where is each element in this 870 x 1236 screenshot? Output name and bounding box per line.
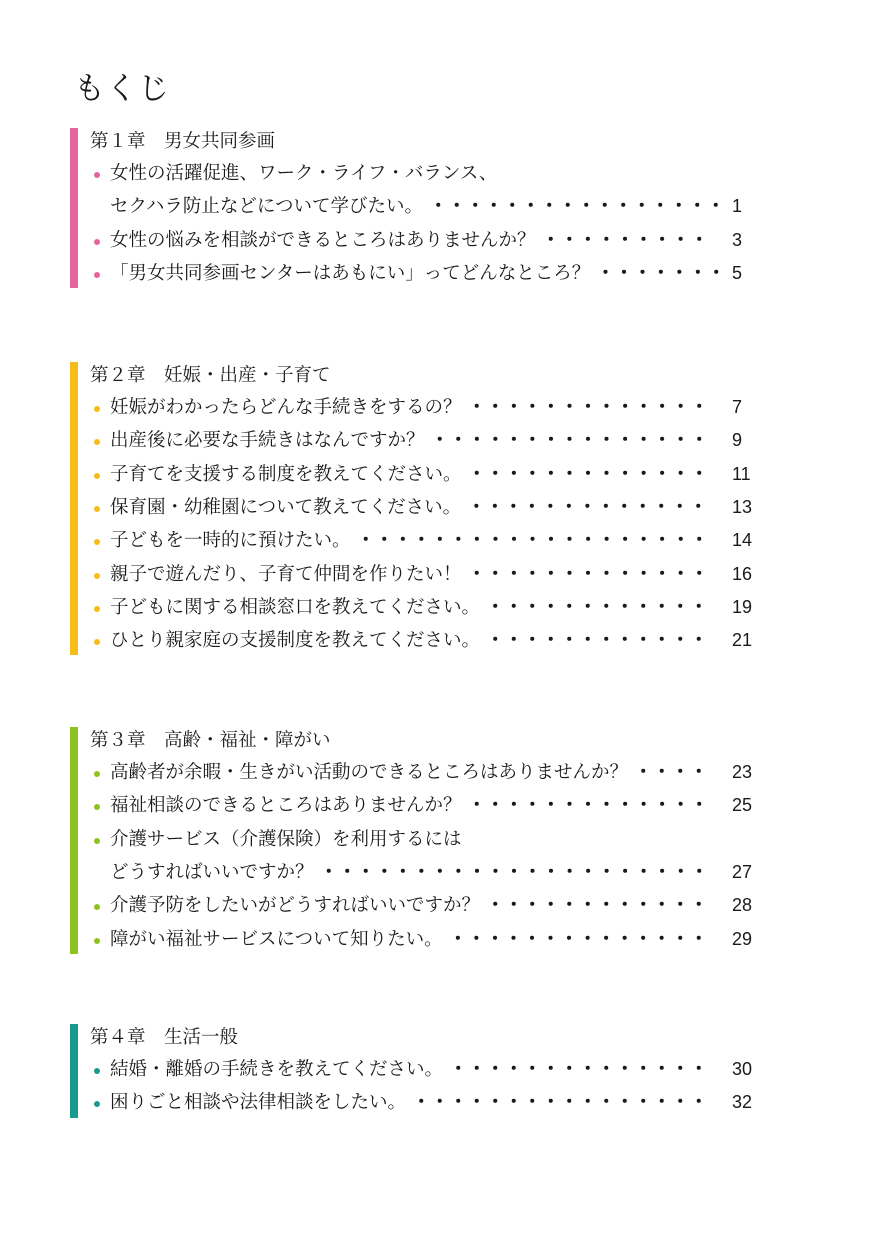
bullet-dot-icon bbox=[94, 406, 100, 412]
toc-entry-title: 親子で遊んだり、子育て仲間を作りたい！ bbox=[110, 563, 462, 585]
leader-dots: ・・・・・・・・・・・・・・ bbox=[449, 1059, 709, 1080]
leader-dots: ・・・・・・・・・・・・・・・・・・・ bbox=[356, 530, 709, 552]
leader-dots: ・・・・・・・ bbox=[596, 262, 726, 284]
bullet-dot-icon bbox=[94, 473, 100, 479]
chapter-color-bar bbox=[70, 727, 78, 954]
toc-entry-line[interactable] bbox=[90, 458, 758, 491]
bullet-dot-icon bbox=[94, 539, 100, 545]
chapter-3 bbox=[70, 727, 770, 954]
toc-entry-line[interactable] bbox=[90, 789, 758, 822]
bullet-dot-icon bbox=[94, 1068, 100, 1074]
toc-entry-title: 子どもに関する相談窓口を教えてください。 bbox=[110, 596, 481, 618]
chapter-4 bbox=[70, 1024, 770, 1118]
chapter-heading: 第４章 生活一般 bbox=[90, 1027, 239, 1048]
toc-entry-title: 結婚・離婚の手続きを教えてください。 bbox=[110, 1059, 444, 1080]
bullet-dot-icon bbox=[94, 606, 100, 612]
toc-entry-line[interactable] bbox=[90, 923, 758, 956]
chapter-heading: 第１章 男女共同参画 bbox=[90, 131, 276, 152]
toc-entry-line[interactable] bbox=[90, 491, 758, 524]
chapter-1 bbox=[70, 128, 770, 288]
page-number: 27 bbox=[732, 861, 753, 882]
page-number: 16 bbox=[732, 563, 753, 584]
toc-entry-line[interactable] bbox=[90, 524, 758, 557]
toc-entry-title: 福祉相談のできるところはありませんか？ bbox=[110, 795, 462, 817]
bullet-dot-icon bbox=[94, 938, 100, 944]
toc-entry-line[interactable] bbox=[90, 558, 758, 591]
page-number: 30 bbox=[732, 1059, 753, 1079]
bullet-dot-icon bbox=[94, 1101, 100, 1107]
chapter-heading: 第３章 高齢・福祉・障がい bbox=[90, 730, 331, 751]
leader-dots: ・・・・・・・・・ bbox=[541, 229, 709, 251]
bullet-dot-icon bbox=[94, 771, 100, 777]
page-number: 19 bbox=[732, 596, 753, 617]
toc-entry-line[interactable] bbox=[90, 224, 758, 257]
page-number: 7 bbox=[732, 397, 743, 417]
toc-entry-title: セクハラ防止などについて学びたい。 bbox=[110, 196, 424, 218]
toc-entry-title: 女性の活躍促進、ワーク・ライフ・バランス、 bbox=[110, 163, 498, 184]
bullet-dot-icon bbox=[94, 239, 100, 245]
leader-dots: ・・・・・・・・・・・・・ bbox=[467, 463, 709, 485]
leader-dots: ・・・・・・・・・・・・・・・ bbox=[430, 430, 709, 452]
page-number: 11 bbox=[732, 463, 751, 484]
toc-entry-title: 子育てを支援する制度を教えてください。 bbox=[110, 463, 462, 485]
leader-dots: ・・・・・・・・・・・・・ bbox=[467, 496, 708, 518]
toc-entry-line[interactable] bbox=[90, 856, 758, 889]
toc-entry-title: 高齢者が余暇・生きがい活動のできるところはありませんか？ bbox=[110, 762, 629, 783]
leader-dots: ・・・・・・・・・・・・・・・・ bbox=[429, 196, 726, 218]
toc-entry-line[interactable] bbox=[90, 756, 758, 789]
bullet-dot-icon bbox=[94, 506, 100, 512]
chapter-color-bar bbox=[70, 1024, 78, 1118]
toc-entry-title: ひとり親家庭の支援制度を教えてください。 bbox=[110, 630, 481, 652]
leader-dots: ・・・・・・・・・・・・・・・・ bbox=[412, 1092, 709, 1114]
page-title: もくじ bbox=[74, 71, 170, 107]
toc-entry-title: 子どもを一時的に預けたい。 bbox=[110, 530, 351, 552]
leader-dots: ・・・・・・・・・・・・・ bbox=[467, 795, 709, 817]
toc-entry-title: どうすればいいですか？ bbox=[110, 861, 314, 883]
bullet-dot-icon bbox=[94, 639, 100, 645]
chapter-heading: 第２章 妊娠・出産・子育て bbox=[90, 365, 331, 386]
leader-dots: ・・・・・・・・・・・・ bbox=[486, 596, 709, 618]
toc-entry-line[interactable] bbox=[90, 157, 758, 190]
toc-entry-line[interactable] bbox=[90, 624, 758, 657]
toc-entry-title: 介護予防をしたいがどうすればいいですか？ bbox=[110, 895, 481, 917]
leader-dots: ・・・・・・・・・・・・・・ bbox=[448, 928, 709, 950]
page-number: 23 bbox=[732, 762, 753, 782]
page-number: 32 bbox=[732, 1092, 753, 1113]
page-number: 29 bbox=[732, 928, 753, 949]
toc-entry-title: 妊娠がわかったらどんな手続きをするの？ bbox=[110, 397, 462, 418]
toc-entry-title: 介護サービス（介護保険）を利用するには bbox=[110, 828, 462, 850]
toc-entry-line[interactable] bbox=[90, 1053, 758, 1086]
toc-entry-line[interactable] bbox=[90, 889, 758, 922]
leader-dots: ・・・・・・・・・・・・・ bbox=[467, 397, 709, 418]
chapter-2 bbox=[70, 362, 770, 655]
chapter-color-bar bbox=[70, 362, 78, 655]
bullet-dot-icon bbox=[94, 272, 100, 278]
chapter-color-bar bbox=[70, 128, 78, 288]
toc-entry-title: 出産後に必要な手続きはなんですか？ bbox=[110, 430, 425, 452]
leader-dots: ・・・・・・・・・・・・・・・・・・・・・ bbox=[319, 861, 709, 883]
toc-entry-line[interactable] bbox=[90, 591, 758, 624]
toc-entry-line[interactable] bbox=[90, 391, 758, 424]
toc-entry-line[interactable] bbox=[90, 424, 758, 457]
leader-dots: ・・・・・・・・・・・・ bbox=[486, 895, 709, 917]
leader-dots: ・・・・ bbox=[634, 762, 709, 783]
toc-entry-line[interactable] bbox=[90, 823, 758, 856]
bullet-dot-icon bbox=[94, 838, 100, 844]
bullet-dot-icon bbox=[94, 904, 100, 910]
bullet-dot-icon bbox=[94, 804, 100, 810]
toc-entry-line[interactable] bbox=[90, 257, 758, 290]
page-number: 14 bbox=[732, 530, 753, 551]
leader-dots: ・・・・・・・・・・・・・ bbox=[467, 563, 709, 585]
bullet-dot-icon bbox=[94, 573, 100, 579]
toc-entry-title: 保育園・幼稚園について教えてください。 bbox=[110, 496, 462, 518]
page-number: 1 bbox=[732, 196, 743, 217]
toc-entry-line[interactable] bbox=[90, 190, 758, 223]
page-number: 5 bbox=[732, 262, 743, 283]
bullet-dot-icon bbox=[94, 439, 100, 445]
bullet-dot-icon bbox=[94, 172, 100, 178]
page-number: 3 bbox=[732, 229, 743, 250]
page-number: 13 bbox=[732, 496, 753, 517]
page-number: 21 bbox=[732, 630, 753, 651]
toc-entry-title: 女性の悩みを相談ができるところはありませんか？ bbox=[110, 229, 536, 251]
page-number: 25 bbox=[732, 795, 753, 816]
toc-entry-title: 「男女共同参画センターはあもにい」ってどんなところ？ bbox=[110, 262, 591, 284]
page-number: 9 bbox=[732, 430, 743, 451]
toc-entry-title: 障がい福祉サービスについて知りたい。 bbox=[110, 928, 443, 950]
toc-entry-line[interactable] bbox=[90, 1086, 758, 1119]
page-number: 28 bbox=[732, 895, 753, 916]
toc-entry-title: 困りごと相談や法律相談をしたい。 bbox=[110, 1092, 407, 1114]
leader-dots: ・・・・・・・・・・・・ bbox=[486, 630, 709, 652]
